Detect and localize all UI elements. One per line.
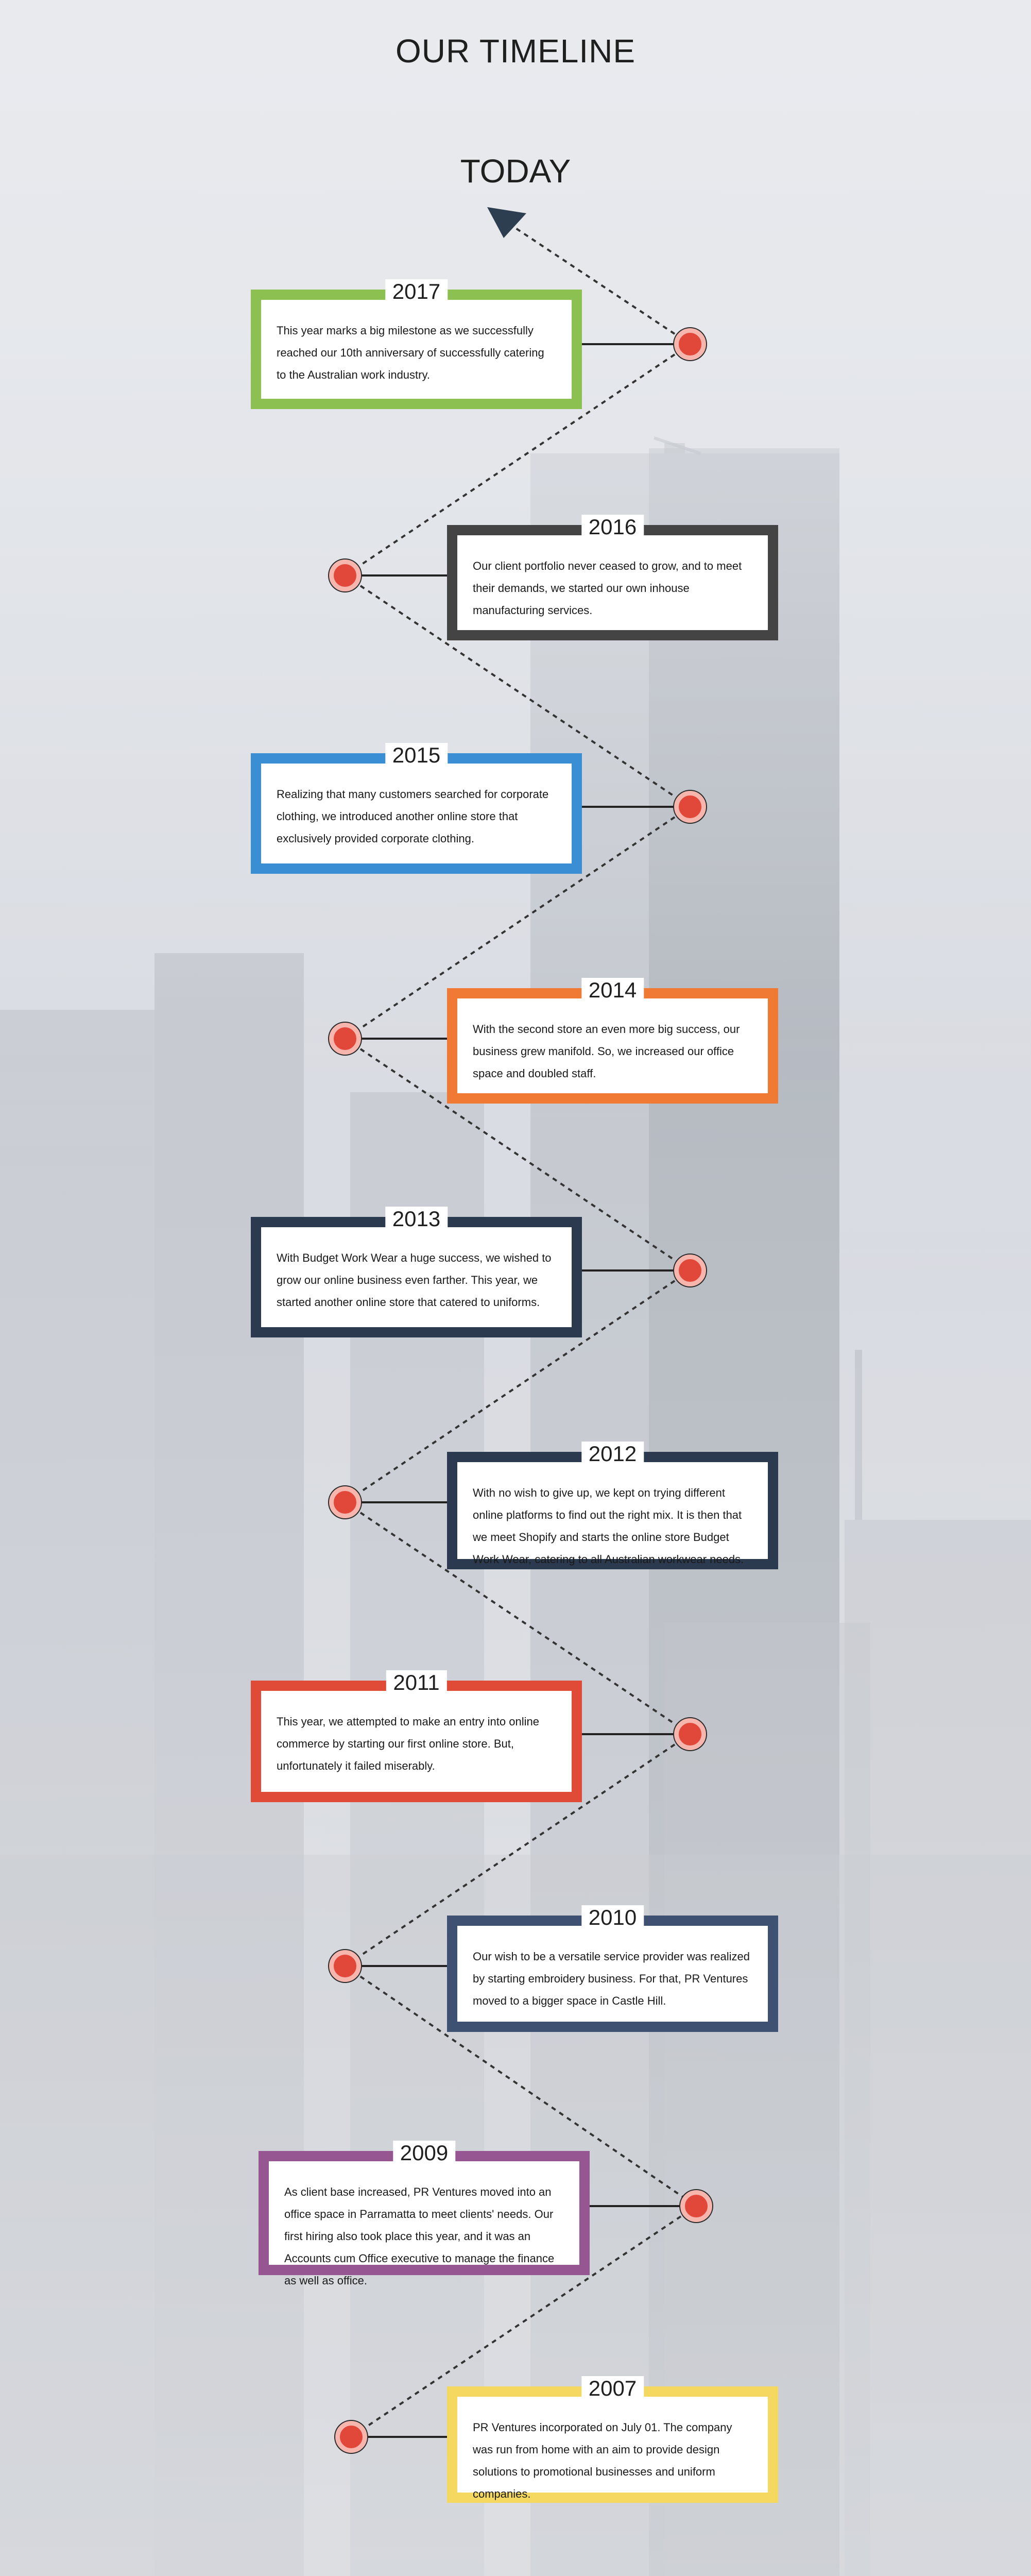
card-year-label: 2012 xyxy=(581,1442,644,1466)
timeline-node-2010 xyxy=(329,1950,361,1982)
card-year-label: 2010 xyxy=(581,1905,644,1930)
timeline-node-2012 xyxy=(329,1486,361,1518)
card-year-label: 2007 xyxy=(581,2376,644,2401)
card-text: With no wish to give up, we kept on trying different online platforms to find out the right mix. It is then that we meet Shopify and starts the online store Budget Work Wear, catering to all Australian workwear needs. xyxy=(473,1486,744,1566)
today-arrow-icon xyxy=(487,207,526,238)
card-text: Our wish to be a versatile service provider was realized by starting embroidery business. For that, PR Ventures moved to a bigger space in Castle Hill. xyxy=(473,1950,750,2007)
today-label: TODAY xyxy=(460,152,571,190)
timeline-card-2009 xyxy=(259,2141,590,2287)
timeline-card-2010 xyxy=(447,1905,778,2032)
timeline-node-2013 xyxy=(674,1255,706,1286)
card-text: With the second store an even more big success, our business grew manifold. So, we increased our office space and doubled staff. xyxy=(473,1023,740,1080)
timeline-stub-lines xyxy=(345,344,696,2437)
timeline-node-2015 xyxy=(674,791,706,823)
timeline-node-2011 xyxy=(674,1718,706,1750)
timeline-card-2007 xyxy=(447,2376,778,2503)
timeline-card-2016 xyxy=(447,515,778,640)
timeline-card-2015 xyxy=(251,743,582,874)
card-text: As client base increased, PR Ventures moved into an office space in Parramatta to meet clients' needs. Our first hiring also took place this year, and it was an Accounts cum Office executive to manage the finance as well as office. xyxy=(284,2185,555,2287)
timeline-node-2014 xyxy=(329,1023,361,1055)
card-year-label: 2016 xyxy=(581,515,644,539)
timeline-card-2011 xyxy=(251,1670,582,1802)
card-year-label: 2013 xyxy=(385,1207,448,1231)
card-text: Realizing that many customers searched for corporate clothing, we introduced another online store that exclusively provided corporate clothing. xyxy=(277,788,549,845)
timeline-card-2013 xyxy=(251,1207,582,1337)
timeline-card-2012 xyxy=(447,1442,778,1569)
timeline-card-2017 xyxy=(251,279,582,409)
timeline-card-2014 xyxy=(447,978,778,1104)
card-text: Our client portfolio never ceased to grow, and to meet their demands, we started our own inhouse manufacturing services. xyxy=(473,560,742,617)
card-year-label: 2017 xyxy=(385,279,448,304)
card-year-label: 2015 xyxy=(385,743,448,768)
card-year-label: 2011 xyxy=(386,1670,446,1695)
timeline-node-2009 xyxy=(680,2190,712,2222)
page-title: OUR TIMELINE xyxy=(396,32,635,70)
timeline-node-2016 xyxy=(329,560,361,591)
card-text: With Budget Work Wear a huge success, we wished to grow our online business even farther. This year, we started another online store that catered to uniforms. xyxy=(277,1251,552,1309)
card-year-label: 2014 xyxy=(581,978,644,1003)
card-text: This year marks a big milestone as we successfully reached our 10th anniversary of successfully catering to the Australian work industry. xyxy=(277,324,544,381)
timeline-node-2007 xyxy=(335,2421,367,2453)
card-text: This year, we attempted to make an entry into online commerce by starting our first online store. But, unfortunately it failed miserably. xyxy=(277,1715,539,1772)
card-text: PR Ventures incorporated on July 01. The company was run from home with an aim to provide design solutions to promotional businesses and uniform companies. xyxy=(473,2421,732,2500)
timeline-node-2017 xyxy=(674,328,706,360)
card-year-label: 2009 xyxy=(393,2141,455,2165)
